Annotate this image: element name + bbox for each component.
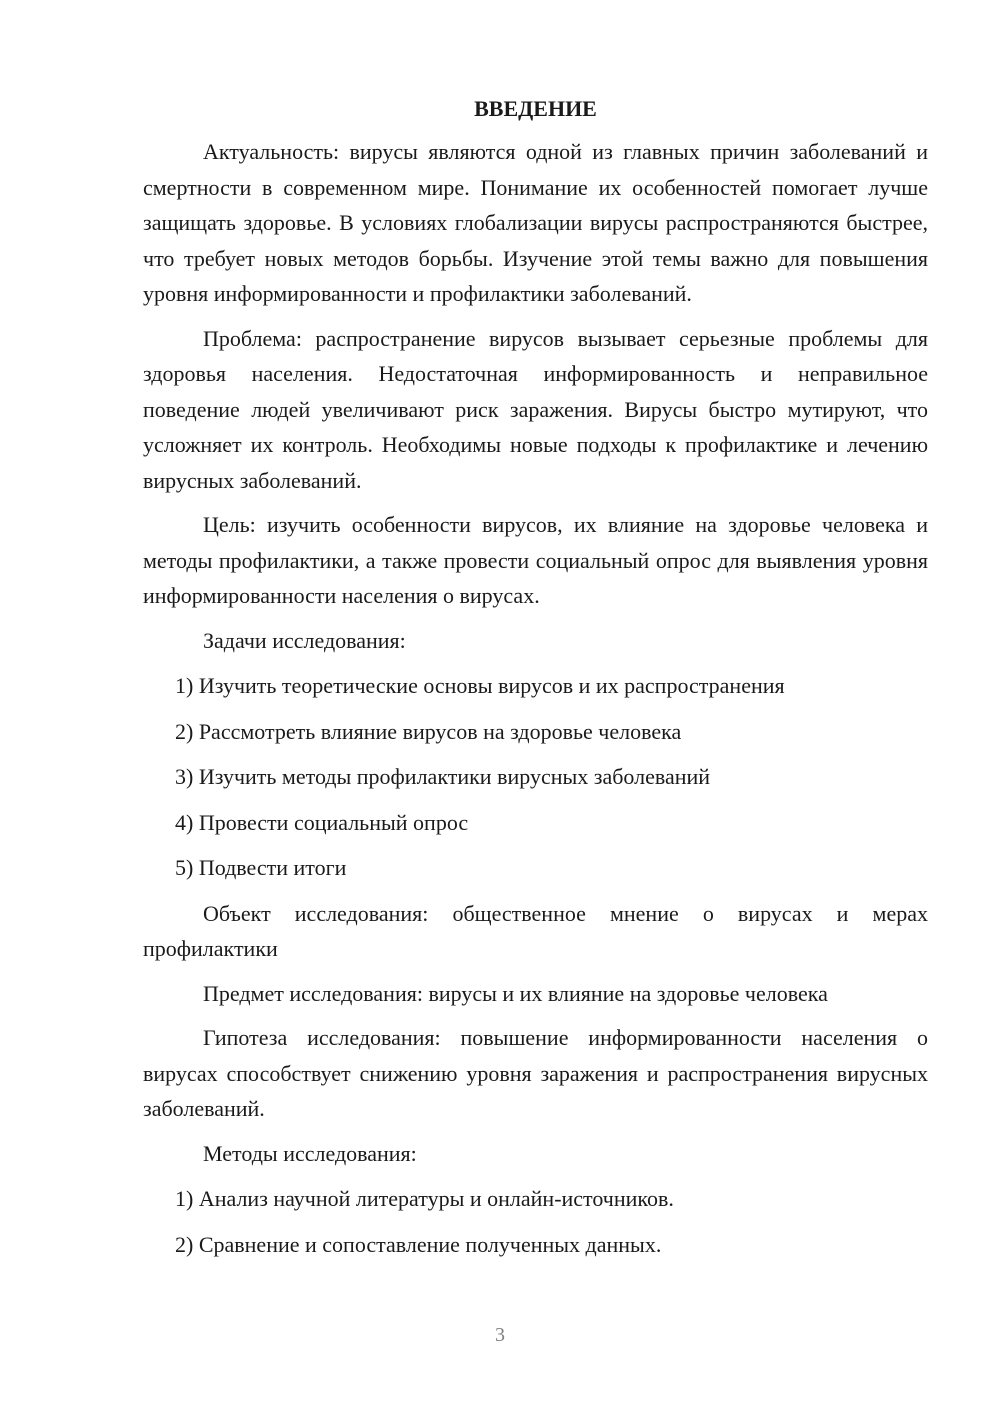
section-title: ВВЕДЕНИЕ	[474, 96, 597, 121]
method-item: 1) Анализ научной литературы и онлайн-источников.	[175, 1186, 674, 1211]
tasks-label: Задачи исследования:	[203, 627, 406, 653]
task-item: 1) Изучить теоретические основы вирусов и их распространения	[175, 673, 785, 698]
task-item: 5) Подвести итоги	[175, 855, 347, 880]
subject-paragraph: Предмет исследования: вирусы и их влияние на здоровье человека	[203, 980, 828, 1006]
method-item: 2) Сравнение и сопоставление полученных данных.	[175, 1231, 662, 1257]
hypothesis-paragraph: Гипотеза исследования: повышение информированности населения о вирусах способствует снижению уровня заражения и распространения вирусных заболеваний.	[143, 1025, 928, 1121]
tasks-list	[143, 668, 928, 886]
goal-paragraph: Цель: изучить особенности вирусов, их влияние на здоровье человека и методы профилактики, а также провести социальный опрос для выявления уровня информированности населения о вирусах.	[143, 512, 928, 608]
relevance-paragraph: Актуальность: вирусы являются одной из главных причин заболеваний и смертности в современном мире. Понимание их особенностей помогает лучше защищать здоровье. В условиях глобализации вирусы распространяются быстрее, что требует новых методов борьбы. Изучение этой темы важно для повышения уровня информированности и профилактики заболеваний.	[143, 139, 928, 306]
problem-paragraph: Проблема: распространение вирусов вызывает серьезные проблемы для здоровья населения. Недостаточная информированность и неправильное поведение людей увеличивают риск заражения. Вирусы быстро мутируют, что усложняет их контроль. Необходимы новые подходы к профилактике и лечению вирусных заболеваний.	[143, 325, 928, 493]
task-item: 3) Изучить методы профилактики вирусных заболеваний	[175, 764, 711, 789]
task-item: 4) Провести социальный опрос	[175, 809, 469, 835]
methods-label: Методы исследования:	[203, 1140, 417, 1166]
object-paragraph: Объект исследования: общественное мнение о вирусах и мерах профилактики	[143, 900, 928, 961]
page-number: 3	[495, 1324, 505, 1346]
page-content	[143, 96, 928, 1262]
task-item: 2) Рассмотреть влияние вирусов на здоровье человека	[175, 718, 682, 744]
methods-list	[143, 1181, 928, 1262]
